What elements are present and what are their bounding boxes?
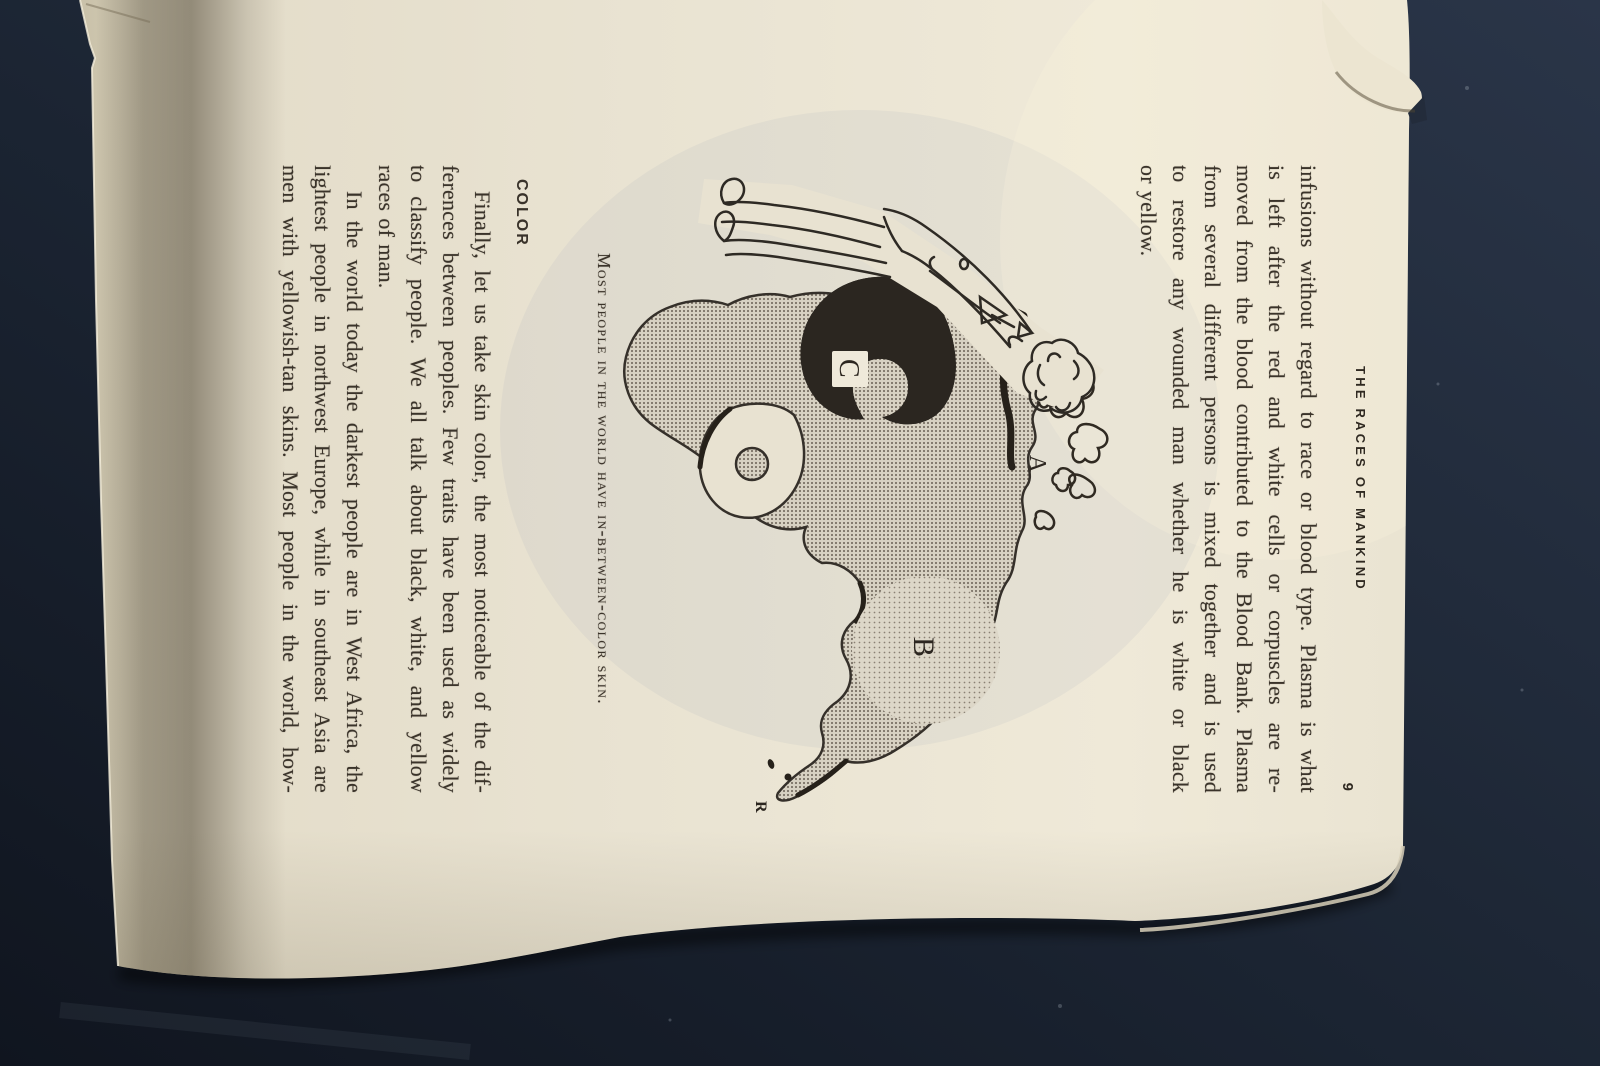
body-line: lightest people in northwest Europe, while in southeast Asia are xyxy=(310,165,335,793)
body-line: infusions without regard to race or blood type. Plasma is what xyxy=(1296,165,1321,793)
figure-caption: Most people in the world have in-between-color skin. xyxy=(594,252,614,706)
body-line: to restore any wounded man whether he is white or black xyxy=(1168,165,1193,793)
body-line: moved from the blood contributed to the Blood Bank. Plasma xyxy=(1232,165,1257,793)
running-head-title: THE RACES OF MANKIND xyxy=(1353,366,1368,592)
paragraph-color-1 xyxy=(370,165,498,793)
map-label-c: C xyxy=(833,359,864,378)
body-line: from several different persons is mixed together and is used xyxy=(1200,165,1225,793)
map-label-b: B xyxy=(907,637,940,658)
body-line: men with yellowish-tan skins. Most people in the world, how- xyxy=(278,165,303,793)
artist-signature: R xyxy=(752,801,769,813)
body-line: is left after the red and white cells or corpuscles are re- xyxy=(1264,165,1289,793)
map-island xyxy=(736,448,768,480)
body-line: ferences between peoples. Few traits have been used as widely xyxy=(438,165,463,793)
map-label-a: A xyxy=(1024,455,1050,473)
running-head xyxy=(1334,165,1368,793)
paragraph-continuation xyxy=(1132,165,1324,793)
page-number: 9 xyxy=(1339,782,1356,791)
body-line: Finally, let us take skin color, the most noticeable of the dif- xyxy=(470,191,495,793)
body-line: or yellow. xyxy=(1136,165,1161,257)
paragraph-color-2 xyxy=(274,165,370,793)
figure-illustration xyxy=(602,165,1122,855)
section-heading-color: COLOR xyxy=(513,179,530,247)
body-line: races of man. xyxy=(374,165,399,289)
body-line: to classify people. We all talk about black, white, and yellow xyxy=(406,165,431,793)
map-and-man-drawing xyxy=(602,165,1122,855)
body-line: In the world today the darkest people are in West Africa, the xyxy=(342,191,367,793)
